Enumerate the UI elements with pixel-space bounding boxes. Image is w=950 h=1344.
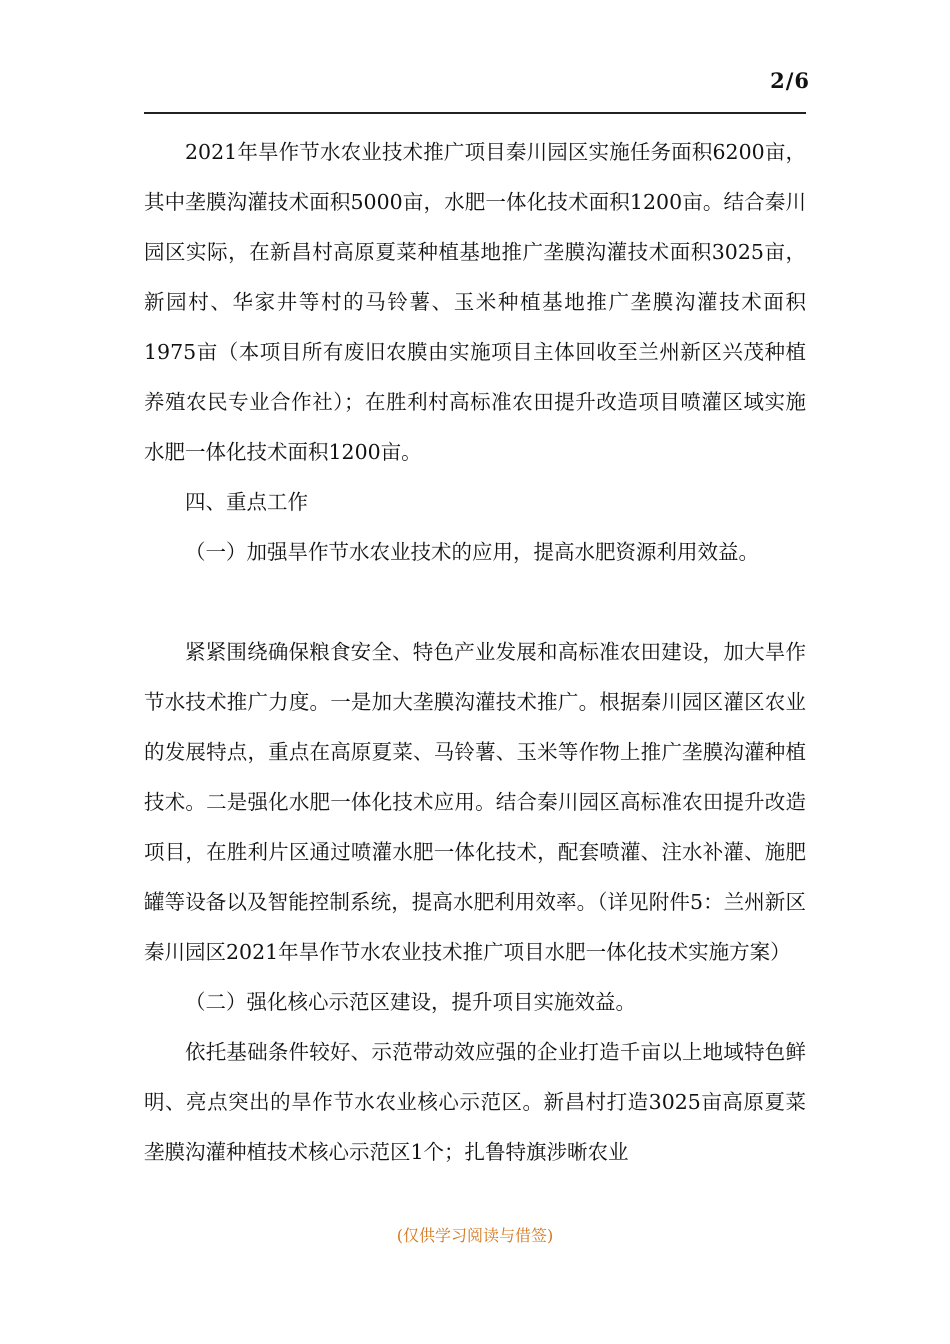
paragraph-demonstration-zone: 依托基础条件较好、示范带动效应强的企业打造千亩以上地域特色鲜明、亮点突出的旱作节水农业核心示范区。新昌村打造3025亩高原夏菜垄膜沟灌种植技术核心示范区1个；扎鲁特旗涉晰农业 bbox=[144, 1040, 806, 1164]
paragraph-gap bbox=[144, 577, 806, 627]
section-heading-key-work: 四、重点工作 bbox=[185, 490, 308, 514]
footer-note: (仅供学习阅读与借签) bbox=[396, 1226, 554, 1245]
paragraph-technology-promotion: 紧紧围绕确保粮食安全、特色产业发展和高标准农田建设，加大旱作节水技术推广力度。一是加大垄膜沟灌技术推广。根据秦川园区灌区农业的发展特点，重点在高原夏菜、马铃薯、玉米等作物上推广垄膜沟灌种植技术。二是强化水肥一体化技术应用。结合秦川园区高标准农田提升改造项目，在胜利片区通过喷灌水肥一体化技术，配套喷灌、注水补灌、施肥罐等设备以及智能控制系统，提高水肥利用效率。（详见附件5：兰州新区秦川园区2021年旱作节水农业技术推广项目水肥一体化技术实施方案） bbox=[144, 640, 806, 964]
page-number: 2/6 bbox=[770, 68, 810, 93]
header-divider bbox=[144, 112, 806, 114]
subsection-heading-1: （一）加强旱作节水农业技术的应用，提高水肥资源利用效益。 bbox=[185, 540, 759, 564]
subsection-heading-2: （二）强化核心示范区建设，提升项目实施效益。 bbox=[185, 990, 636, 1014]
paragraph-implementation-area: 2021年旱作节水农业技术推广项目秦川园区实施任务面积6200亩，其中垄膜沟灌技术面积5000亩，水肥一体化技术面积1200亩。结合秦川园区实际，在新昌村高原夏菜种植基地推广垄膜沟灌技术面积3025亩，新园村、华家井等村的马铃薯、玉米种植基地推广垄膜沟灌技术面积1975亩（本项目所有废旧农膜由实施项目主体回收至兰州新区兴茂种植养殖农民专业合作社）；在胜利村高标准农田提升改造项目喷灌区域实施水肥一体化技术面积1200亩。 bbox=[144, 140, 806, 464]
document-body bbox=[144, 127, 806, 1177]
